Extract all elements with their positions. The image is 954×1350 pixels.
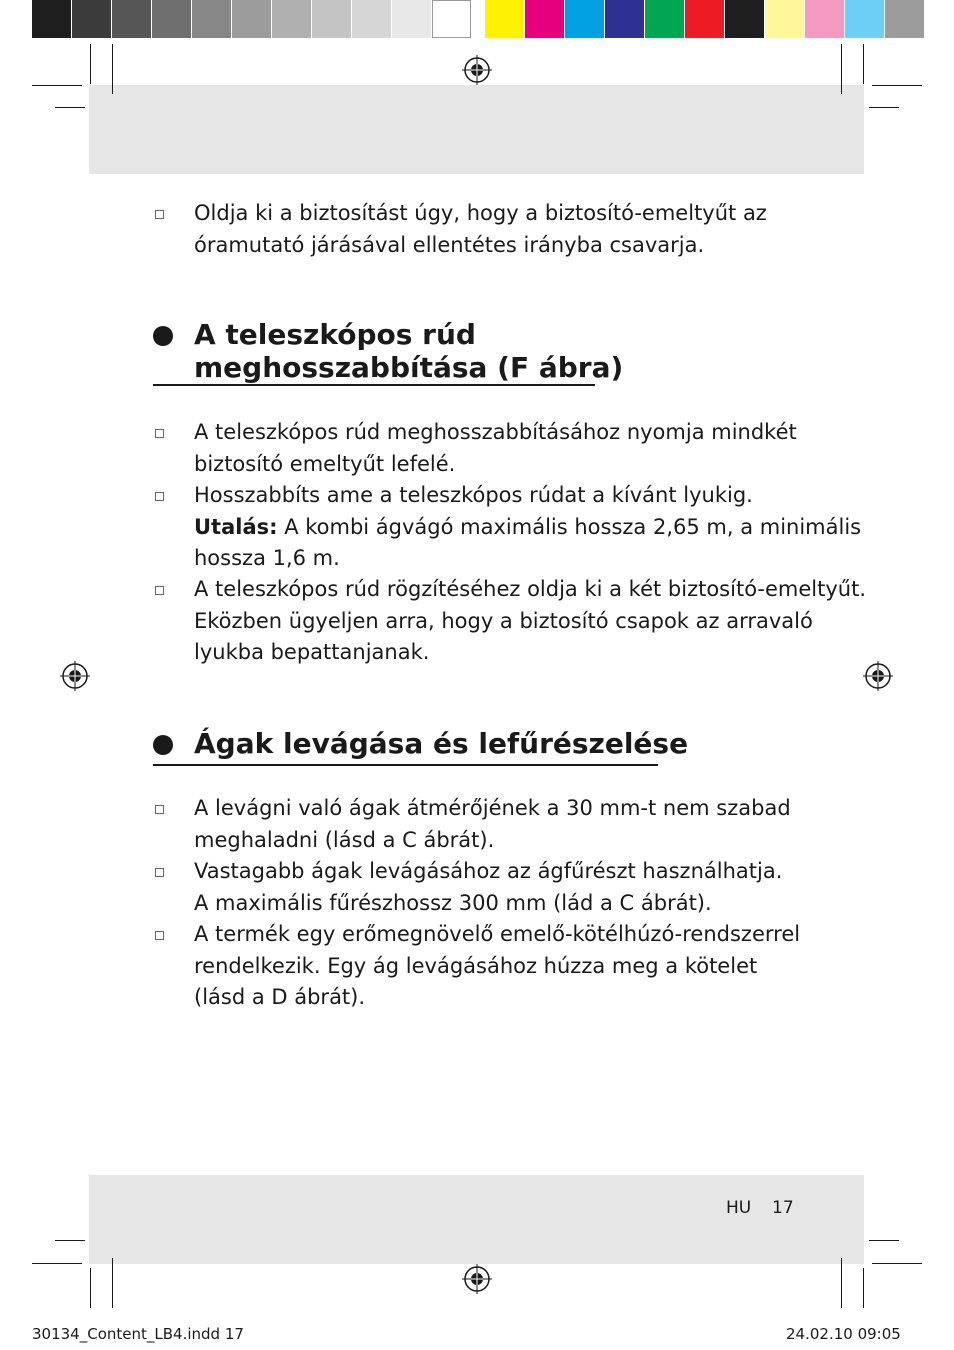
checkbox-bullet-icon [155, 429, 164, 438]
text-line: Oldja ki a biztosítást úgy, hogy a biztosító-emeltyűt az [194, 201, 767, 225]
color-swatch [565, 0, 604, 38]
crop-mark [872, 1263, 922, 1264]
color-swatch [725, 0, 764, 38]
note-text: A kombi ágvágó maximális hossza 2,65 m, a minimális [277, 514, 862, 539]
crop-mark [841, 44, 842, 94]
checkbox-bullet-icon [155, 492, 164, 501]
color-swatch [765, 0, 804, 38]
heading-underline [153, 384, 595, 386]
text-line: A levágni való ágak átmérőjének a 30 mm-t nem szabad [194, 796, 791, 820]
list-item [194, 793, 791, 856]
color-swatch [32, 0, 71, 38]
registration-mark-icon [863, 661, 893, 691]
crop-mark [869, 1240, 899, 1241]
color-swatch [192, 0, 231, 38]
crop-mark [55, 107, 85, 108]
footer-band [89, 1175, 864, 1264]
color-swatch [685, 0, 724, 38]
crop-mark [872, 85, 922, 86]
round-bullet-icon [153, 326, 173, 346]
color-swatch [352, 0, 391, 38]
date-slug: 24.02.10 09:05 [786, 1325, 901, 1343]
list-item [194, 919, 800, 1014]
color-swatch [432, 0, 471, 38]
color-swatch [485, 0, 524, 38]
page-number: 17 [772, 1198, 794, 1218]
text-line: meghaladni (lásd a C ábrát). [194, 827, 495, 852]
language-code: HU [726, 1198, 752, 1218]
note-label: Utalás: [194, 514, 278, 539]
registration-mark-icon [462, 55, 492, 85]
file-slug: 30134_Content_LB4.indd 17 [32, 1325, 244, 1343]
text-line: Eközben ügyeljen arra, hogy a biztosító csapok az arravaló [194, 608, 813, 633]
heading-line: meghosszabbítása (F ábra) [194, 351, 624, 384]
checkbox-bullet-icon [155, 931, 164, 940]
text-line: óramutató járásával ellentétes irányba csavarja. [194, 232, 705, 257]
text-line: A teleszkópos rúd rögzítéséhez oldja ki a két biztosító-emeltyűt. [194, 577, 867, 601]
color-swatch [525, 0, 564, 38]
crop-mark [112, 1258, 113, 1308]
text-line: Hosszabbíts ame a teleszkópos rúdat a kívánt lyukig. [194, 483, 753, 507]
color-swatch [605, 0, 644, 38]
text-line: Vastagabb ágak levágásához az ágfűrészt használhatja. [194, 859, 783, 883]
header-band [89, 85, 864, 174]
checkbox-bullet-icon [155, 805, 164, 814]
text-line: hossza 1,6 m. [194, 546, 340, 570]
color-swatch [72, 0, 111, 38]
gray-swatch-row [32, 0, 472, 42]
heading-line: A teleszkópos rúd [194, 318, 476, 351]
color-swatch [272, 0, 311, 38]
text-line: lyukba bepattanjanak. [194, 640, 430, 664]
heading-line: Ágak levágása és lefűrészelése [194, 727, 689, 760]
color-swatch [392, 0, 431, 38]
crop-mark [32, 1263, 82, 1264]
checkbox-bullet-icon [155, 868, 164, 877]
intro-paragraph [194, 198, 767, 261]
heading-underline [153, 764, 658, 766]
crop-mark [112, 44, 113, 94]
color-swatch [805, 0, 844, 38]
text-line: biztosító emeltyűt lefelé. [194, 451, 456, 476]
round-bullet-icon [153, 735, 173, 755]
checkbox-bullet-icon [155, 586, 164, 595]
crop-mark [863, 44, 864, 84]
crop-mark [55, 1240, 85, 1241]
crop-mark [32, 85, 82, 86]
crop-mark [90, 1268, 91, 1308]
list-item [194, 574, 866, 669]
registration-mark-icon [60, 661, 90, 691]
text-line: A maximális fűrészhossz 300 mm (lád a C ábrát). [194, 890, 712, 915]
text-line: A teleszkópos rúd meghosszabbításához nyomja mindkét [194, 420, 797, 444]
list-item [194, 856, 782, 919]
checkbox-bullet-icon [155, 210, 164, 219]
text-line: rendelkezik. Egy ág levágásához húzza meg a kötelet [194, 953, 758, 978]
color-swatch [312, 0, 351, 38]
text-line: (lásd a D ábrát). [194, 985, 366, 1009]
crop-mark [841, 1258, 842, 1308]
text-line: A termék egy erőmegnövelő emelő-kötélhúzó-rendszerrel [194, 922, 801, 946]
note-line [194, 512, 861, 544]
color-swatch [645, 0, 684, 38]
list-item [194, 480, 861, 575]
color-swatch [885, 0, 924, 38]
registration-mark-icon [462, 1264, 492, 1294]
crop-mark [863, 1268, 864, 1308]
color-swatch-row [485, 0, 925, 42]
list-item [194, 417, 797, 480]
color-swatch [112, 0, 151, 38]
crop-mark [90, 44, 91, 84]
color-swatch [845, 0, 884, 38]
color-swatch [152, 0, 191, 38]
color-swatch [232, 0, 271, 38]
crop-mark [869, 107, 899, 108]
